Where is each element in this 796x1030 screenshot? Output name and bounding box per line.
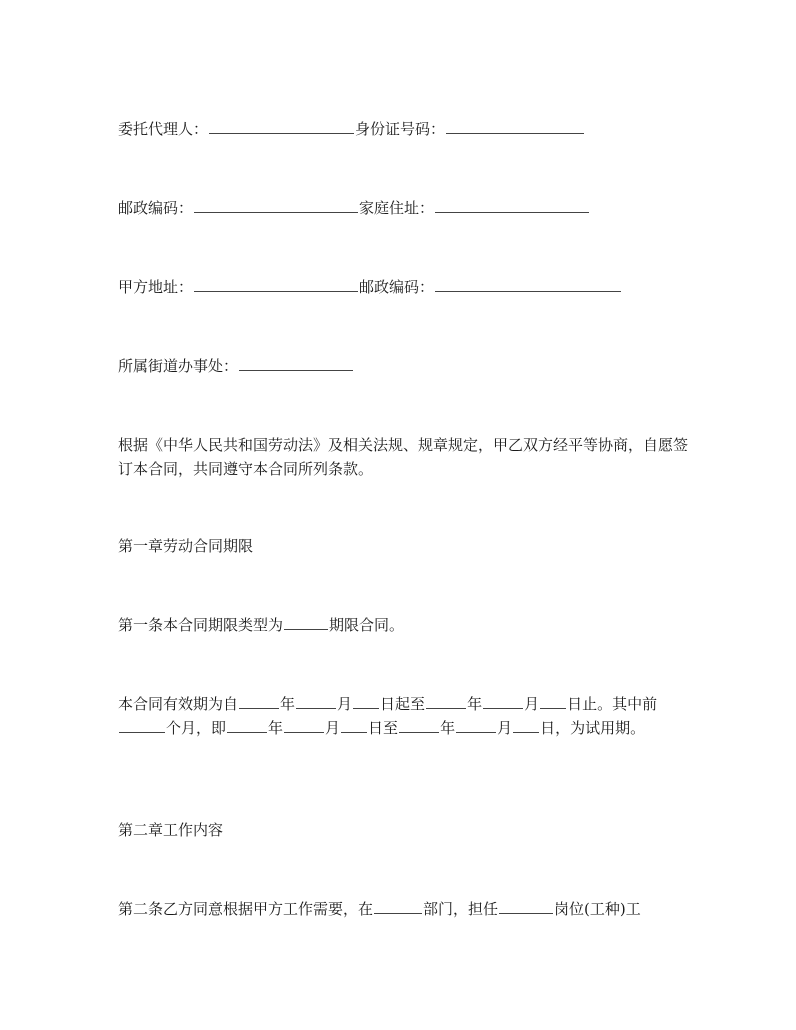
id-number-label: 身份证号码： [355, 120, 446, 138]
month-label: 月 [325, 719, 341, 737]
subdistrict-blank[interactable] [239, 356, 353, 371]
position-blank[interactable] [499, 899, 553, 914]
day-end-label: 日止。其中 [567, 695, 643, 713]
agent-blank[interactable] [209, 119, 354, 134]
article-2-suffix: 岗位(工种)工 [554, 900, 641, 918]
agent-label: 委托代理人： [118, 120, 209, 138]
probation-start-year-blank[interactable] [227, 718, 267, 733]
party-a-postal-label: 邮政编码： [359, 278, 435, 296]
start-month-blank[interactable] [296, 694, 336, 709]
end-year-blank[interactable] [426, 694, 466, 709]
article-1-suffix: 期限合同。 [329, 616, 405, 634]
start-day-blank[interactable] [353, 694, 379, 709]
chapter-2-heading: 第二章工作内容 [118, 821, 224, 839]
months-label: 个月，即 [166, 719, 227, 737]
party-a-address-label: 甲方地址： [118, 278, 194, 296]
chapter-1-heading: 第一章劳动合同期限 [118, 537, 254, 555]
article-1 [118, 613, 690, 637]
article-2-text: 第二条乙方同意根据甲方工作需要，在 [118, 900, 374, 918]
home-address-blank[interactable] [435, 198, 589, 213]
article-2 [118, 897, 690, 921]
article-2-middle: 部门，担任 [423, 900, 499, 918]
month-label: 月 [497, 719, 513, 737]
day-from-label: 日起至 [380, 695, 426, 713]
contract-type-blank[interactable] [284, 615, 328, 630]
end-day-blank[interactable] [540, 694, 566, 709]
month-label: 月 [337, 695, 353, 713]
department-blank[interactable] [374, 899, 422, 914]
term-text: 本合同有效期为自 [118, 695, 239, 713]
postal-code-blank[interactable] [194, 198, 358, 213]
term-paragraph [118, 692, 690, 740]
party-a-postal-blank[interactable] [435, 277, 621, 292]
party-a-address-blank[interactable] [194, 277, 358, 292]
year-label: 年 [268, 719, 284, 737]
probation-months-blank[interactable] [119, 718, 165, 733]
agent-line [118, 117, 690, 141]
year-label: 年 [280, 695, 296, 713]
front-label: 前 [642, 695, 658, 713]
article-1-text: 第一条本合同期限类型为 [118, 616, 284, 634]
subdistrict-label: 所属街道办事处： [118, 357, 239, 375]
probation-end-day-blank[interactable] [513, 718, 539, 733]
end-month-blank[interactable] [483, 694, 523, 709]
start-year-blank[interactable] [239, 694, 279, 709]
probation-end-year-blank[interactable] [399, 718, 439, 733]
year-label: 年 [467, 695, 483, 713]
home-address-label: 家庭住址： [359, 199, 435, 217]
id-number-blank[interactable] [446, 119, 584, 134]
probation-end-month-blank[interactable] [456, 718, 496, 733]
preamble-paragraph: 根据《中华人民共和国劳动法》及相关法规、规章规定，甲乙双方经平等协商，自愿签订本合同，共同遵守本合同所列条款。 [118, 436, 689, 478]
subdistrict-line [118, 354, 690, 378]
year-label: 年 [440, 719, 456, 737]
postal-address-line [118, 196, 690, 220]
day-probation-label: 日，为试用期。 [540, 719, 646, 737]
day-to-label: 日至 [368, 719, 399, 737]
month-label: 月 [524, 695, 540, 713]
probation-start-month-blank[interactable] [284, 718, 324, 733]
postal-code-label: 邮政编码： [118, 199, 194, 217]
party-a-address-line [118, 275, 690, 299]
probation-start-day-blank[interactable] [341, 718, 367, 733]
